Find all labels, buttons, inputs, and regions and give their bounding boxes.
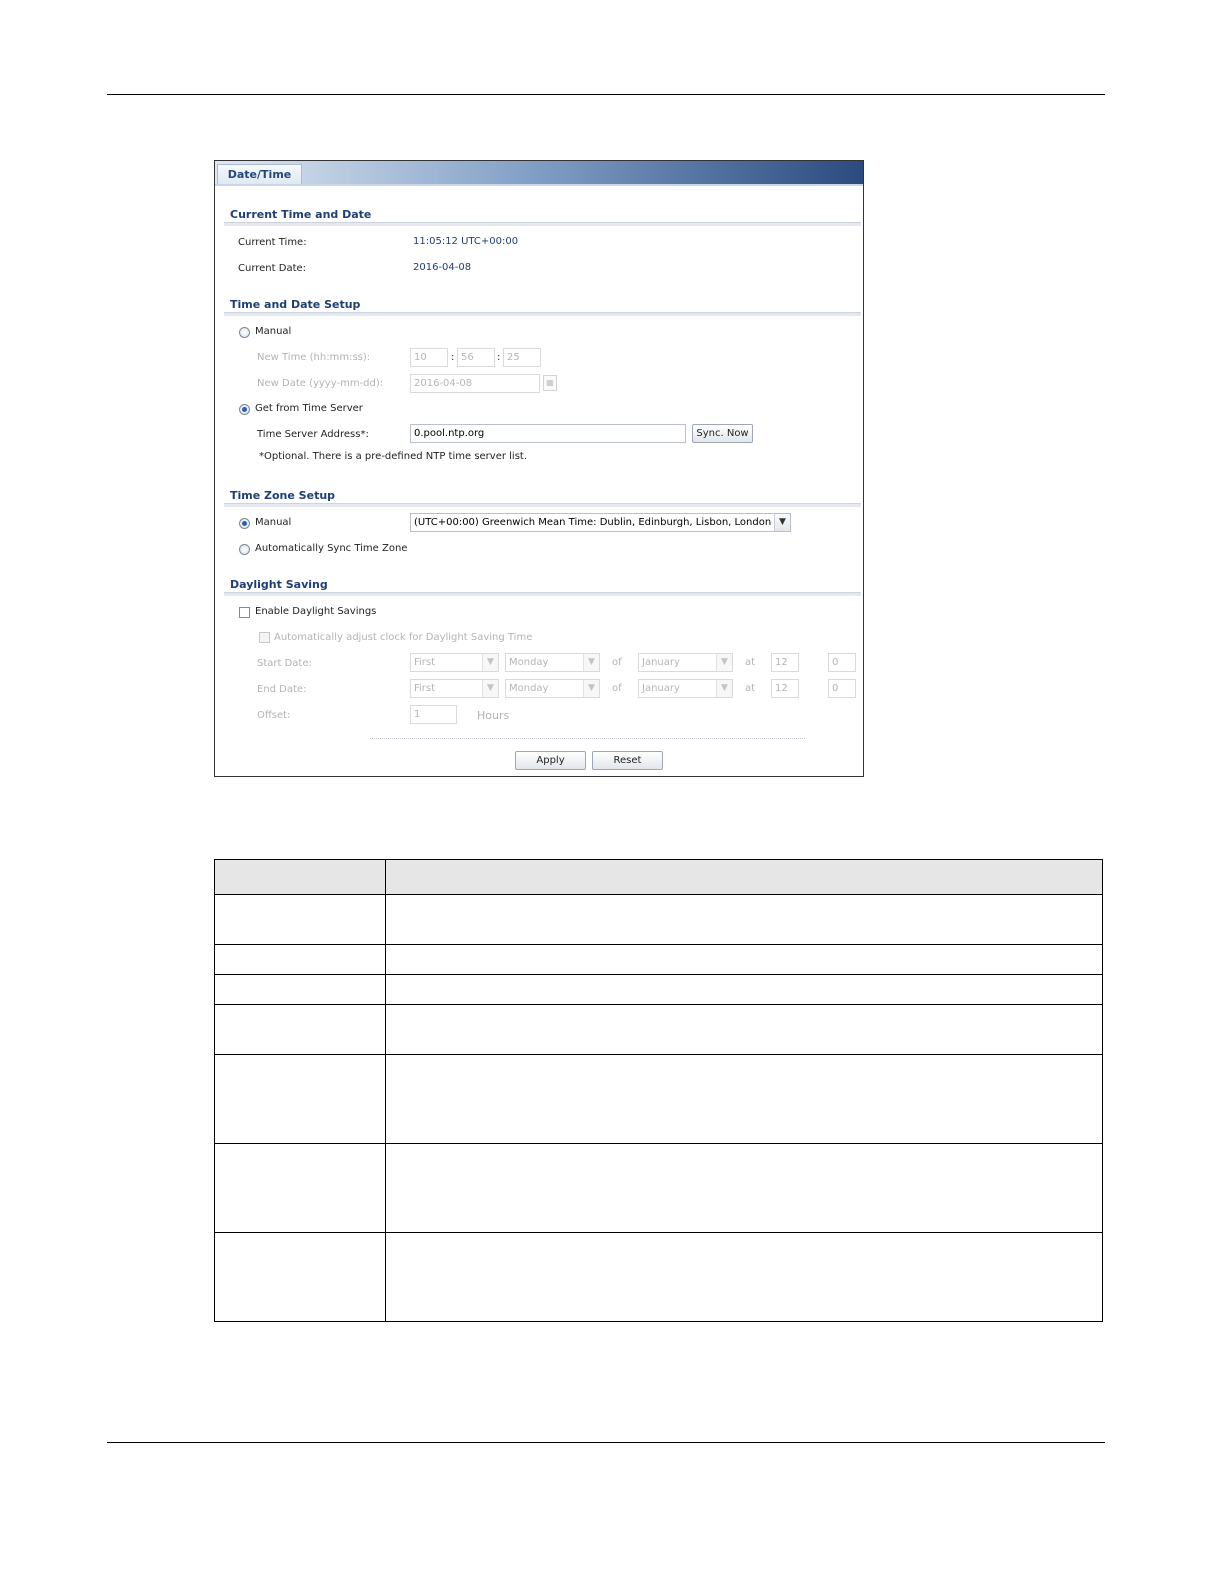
- manual-time-radio[interactable]: [239, 327, 250, 338]
- end-date-label: End Date:: [257, 684, 307, 695]
- current-date-label: Current Date:: [238, 263, 307, 274]
- start-week-select[interactable]: [410, 653, 499, 672]
- table-row: [215, 975, 1103, 1005]
- section-divider: [224, 592, 861, 596]
- new-date-label: New Date (yyyy-mm-dd):: [257, 378, 384, 389]
- table-cell: [386, 975, 1103, 1005]
- enable-dst-checkbox[interactable]: [239, 607, 250, 618]
- auto-zone-label: Automatically Sync Time Zone: [255, 543, 408, 554]
- auto-adjust-label: Automatically adjust clock for Daylight Saving Time: [274, 632, 533, 643]
- chevron-down-icon: ▼: [482, 654, 498, 671]
- field-description-table: [214, 859, 1103, 1322]
- start-minute-input[interactable]: 0: [828, 653, 856, 672]
- offset-input[interactable]: 1: [410, 705, 457, 724]
- start-day-select[interactable]: [505, 653, 600, 672]
- start-hour-input[interactable]: 12: [771, 653, 799, 672]
- footer-rule: [107, 1442, 1105, 1443]
- setup-section-title: Time and Date Setup: [230, 298, 361, 311]
- table-cell: [386, 945, 1103, 975]
- section-divider: [224, 503, 861, 507]
- current-time-value: 11:05:12 UTC+00:00: [413, 236, 519, 247]
- table-cell: [215, 1005, 386, 1055]
- end-hour-input[interactable]: 12: [771, 679, 799, 698]
- end-week-value: First: [414, 683, 436, 694]
- new-date-input[interactable]: 2016-04-08: [410, 374, 540, 393]
- table-header-row: [215, 860, 1103, 895]
- end-day-value: Monday: [509, 683, 549, 694]
- table-cell: [386, 1005, 1103, 1055]
- at-label: at: [745, 657, 756, 668]
- table-cell: [386, 1055, 1103, 1144]
- manual-zone-label: Manual: [255, 517, 292, 528]
- end-month-select[interactable]: [638, 679, 733, 698]
- table-row: [215, 895, 1103, 945]
- start-date-label: Start Date:: [257, 658, 312, 669]
- chevron-down-icon: ▼: [774, 514, 790, 531]
- time-zone-select[interactable]: [410, 513, 791, 532]
- current-time-section-title: Current Time and Date: [230, 208, 372, 221]
- button-divider: [370, 738, 805, 739]
- tab-date-time[interactable]: Date/Time: [217, 164, 302, 186]
- of-label: of: [612, 657, 622, 668]
- chevron-down-icon: ▼: [583, 654, 599, 671]
- time-server-radio[interactable]: [239, 404, 250, 415]
- sync-now-button[interactable]: Sync. Now: [692, 424, 753, 443]
- table-row: [215, 945, 1103, 975]
- chevron-down-icon: ▼: [716, 680, 732, 697]
- start-day-value: Monday: [509, 657, 549, 668]
- end-minute-input[interactable]: 0: [828, 679, 856, 698]
- table-cell: [386, 1233, 1103, 1322]
- reset-button[interactable]: Reset: [592, 751, 663, 770]
- time-separator: :: [451, 352, 455, 363]
- table-cell: [215, 1144, 386, 1233]
- table-cell: [215, 1055, 386, 1144]
- section-divider: [224, 222, 861, 226]
- apply-button[interactable]: Apply: [515, 751, 586, 770]
- auto-adjust-checkbox[interactable]: [259, 632, 270, 643]
- new-time-second-input[interactable]: 25: [503, 348, 541, 367]
- table-row: [215, 1055, 1103, 1144]
- current-date-value: 2016-04-08: [413, 262, 472, 273]
- header-rule: [107, 94, 1105, 95]
- table-cell: [215, 945, 386, 975]
- manual-zone-radio[interactable]: [239, 518, 250, 529]
- time-separator: :: [497, 352, 501, 363]
- chevron-down-icon: ▼: [583, 680, 599, 697]
- server-address-label: Time Server Address*:: [257, 429, 369, 440]
- end-month-value: January: [642, 683, 680, 694]
- tab-bar: [215, 161, 863, 186]
- calendar-icon[interactable]: ▦: [543, 375, 557, 391]
- time-server-label: Get from Time Server: [255, 403, 363, 414]
- table-header-cell: [215, 860, 386, 895]
- start-month-select[interactable]: [638, 653, 733, 672]
- table-cell: [215, 1233, 386, 1322]
- new-time-label: New Time (hh:mm:ss):: [257, 352, 371, 363]
- table-cell: [215, 975, 386, 1005]
- chevron-down-icon: ▼: [482, 680, 498, 697]
- time-zone-value: (UTC+00:00) Greenwich Mean Time: Dublin, Edinburgh, Lisbon, London: [414, 517, 772, 528]
- enable-dst-label: Enable Daylight Savings: [255, 606, 377, 617]
- of-label: of: [612, 683, 622, 694]
- end-week-select[interactable]: [410, 679, 499, 698]
- table-cell: [386, 1144, 1103, 1233]
- table-row: [215, 1144, 1103, 1233]
- table-row: [215, 1005, 1103, 1055]
- table-row: [215, 1233, 1103, 1322]
- new-time-hour-input[interactable]: 10: [410, 348, 448, 367]
- at-label: at: [745, 683, 756, 694]
- offset-label: Offset:: [257, 710, 291, 721]
- daylight-section-title: Daylight Saving: [230, 578, 328, 591]
- hours-label: Hours: [477, 709, 510, 722]
- table-header-cell: [386, 860, 1103, 895]
- server-address-input[interactable]: 0.pool.ntp.org: [410, 424, 686, 443]
- manual-time-label: Manual: [255, 326, 292, 337]
- start-month-value: January: [642, 657, 680, 668]
- zone-section-title: Time Zone Setup: [230, 489, 336, 502]
- end-day-select[interactable]: [505, 679, 600, 698]
- section-divider: [224, 312, 861, 316]
- new-time-minute-input[interactable]: 56: [457, 348, 495, 367]
- optional-note: *Optional. There is a pre-defined NTP time server list.: [259, 451, 528, 462]
- chevron-down-icon: ▼: [716, 654, 732, 671]
- table-cell: [215, 895, 386, 945]
- current-time-label: Current Time:: [238, 237, 307, 248]
- table-cell: [386, 895, 1103, 945]
- date-time-panel: [214, 160, 864, 777]
- start-week-value: First: [414, 657, 436, 668]
- auto-zone-radio[interactable]: [239, 544, 250, 555]
